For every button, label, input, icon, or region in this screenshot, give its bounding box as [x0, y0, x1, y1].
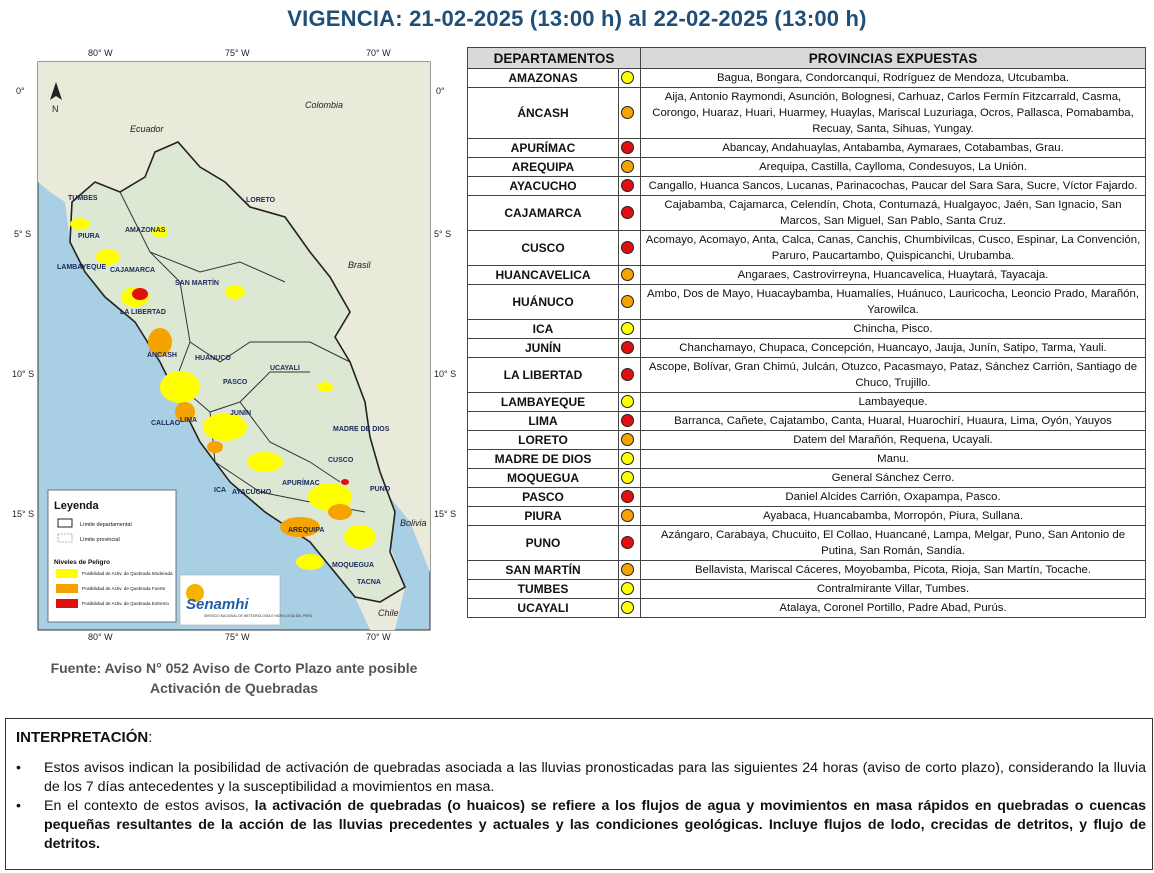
level-cell: [619, 69, 641, 88]
country-ecuador: Ecuador: [130, 124, 164, 134]
label-puno: PUNO: [370, 486, 391, 493]
lat-label-10-right: 10° S: [434, 369, 457, 379]
level-dot-moderada: [621, 71, 634, 84]
department-name: SAN MARTÍN: [468, 561, 619, 580]
provinces: Contralmirante Villar, Tumbes.: [641, 580, 1146, 599]
lon-label-70-bottom: 70° W: [366, 632, 391, 642]
provinces: Azángaro, Carabaya, Chucuito, El Collao, Huancané, Lampa, Melgar, Puno, San Antonio de Putina, San Román, Sandia.: [641, 526, 1146, 561]
logo-subtitle: SERVICIO NACIONAL DE METEOROLOGÍA E HIDROLOGÍA DEL PERÚ: [204, 614, 313, 618]
level-cell: [619, 412, 641, 431]
level-cell: [619, 285, 641, 320]
provinces: Angaraes, Castrovirreyna, Huancavelica, Huaytará, Tayacaja.: [641, 266, 1146, 285]
provinces: Cangallo, Huanca Sancos, Lucanas, Parinacochas, Paucar del Sara Sara, Sucre, Víctor Fajardo.: [641, 177, 1146, 196]
lat-label-15-right: 15° S: [434, 509, 457, 519]
level-dot-extremo: [621, 341, 634, 354]
level-cell: [619, 599, 641, 618]
lat-label-15: 15° S: [12, 509, 35, 519]
interpretation-box: [5, 718, 1153, 870]
label-ancash: ÁNCASH: [147, 352, 177, 359]
level-dot-fuerte: [621, 563, 634, 576]
level-dot-extremo: [621, 536, 634, 549]
level-cell: [619, 88, 641, 139]
legend-level-fuerte: Posibilidad de Activ. de Quebrada Fuerte: [82, 586, 166, 591]
table-row: [468, 469, 1146, 488]
lon-label-75-bottom: 75° W: [225, 632, 250, 642]
svg-text:N: N: [52, 104, 59, 114]
label-apurimac: APURÍMAC: [282, 480, 320, 487]
provinces: Ayabaca, Huancabamba, Morropón, Piura, Sullana.: [641, 507, 1146, 526]
department-name: PUNO: [468, 526, 619, 561]
level-dot-extremo: [621, 141, 634, 154]
provinces: Chanchamayo, Chupaca, Concepción, Huancayo, Jauja, Junín, Satipo, Tarma, Yauli.: [641, 339, 1146, 358]
label-ayacucho: AYACUCHO: [232, 489, 272, 496]
lon-label-80: 80° W: [88, 48, 113, 58]
level-dot-fuerte: [621, 295, 634, 308]
label-cusco: CUSCO: [328, 457, 354, 464]
department-name: CUSCO: [468, 231, 619, 266]
department-name: TUMBES: [468, 580, 619, 599]
level-dot-fuerte: [621, 433, 634, 446]
country-chile: Chile: [378, 608, 399, 618]
level-cell: [619, 469, 641, 488]
level-dot-extremo: [621, 241, 634, 254]
level-cell: [619, 158, 641, 177]
table-row: [468, 526, 1146, 561]
table-row: [468, 196, 1146, 231]
level-dot-extremo: [621, 179, 634, 192]
table-row: [468, 580, 1146, 599]
label-lima: LIMA: [180, 417, 198, 424]
legend-level-moderada: Posibilidad de Activ. de Quebrada Moderada: [82, 571, 173, 576]
level-cell: [619, 488, 641, 507]
label-moquegua: MOQUEGUA: [332, 562, 374, 569]
source-caption: [10, 658, 458, 698]
provinces: Manu.: [641, 450, 1146, 469]
table-row: [468, 266, 1146, 285]
lat-label-5: 5° S: [14, 229, 32, 239]
level-cell: [619, 231, 641, 266]
department-name: HUÁNUCO: [468, 285, 619, 320]
provinces: Atalaya, Coronel Portillo, Padre Abad, Purús.: [641, 599, 1146, 618]
table-row: [468, 431, 1146, 450]
provinces: General Sánchez Cerro.: [641, 469, 1146, 488]
logo-name: Senamhi: [186, 596, 249, 613]
level-dot-extremo: [621, 414, 634, 427]
department-name: AREQUIPA: [468, 158, 619, 177]
level-dot-moderada: [621, 395, 634, 408]
table-row: [468, 177, 1146, 196]
level-dot-moderada: [621, 582, 634, 595]
department-name: AMAZONAS: [468, 69, 619, 88]
level-cell: [619, 393, 641, 412]
page-title: VIGENCIA: 21-02-2025 (13:00 h) al 22-02-2025 (13:00 h): [287, 6, 867, 31]
label-la-libertad: LA LIBERTAD: [120, 309, 166, 316]
provinces: Ascope, Bolívar, Gran Chimú, Julcán, Otuzco, Pacasmayo, Pataz, Sánchez Carrión, Santiago de Chuco, Trujillo.: [641, 358, 1146, 393]
label-san-martin: SAN MARTÍN: [175, 280, 219, 287]
provinces: Lambayeque.: [641, 393, 1146, 412]
level-cell: [619, 561, 641, 580]
level-cell: [619, 450, 641, 469]
table-row: [468, 507, 1146, 526]
table-row: [468, 69, 1146, 88]
table-row: [468, 158, 1146, 177]
legend-swatch-fuerte: [56, 584, 78, 593]
department-name: UCAYALI: [468, 599, 619, 618]
provinces: Daniel Alcides Carrión, Oxapampa, Pasco.: [641, 488, 1146, 507]
provinces: Aija, Antonio Raymondi, Asunción, Bolognesi, Carhuaz, Carlos Fermín Fitzcarrald, Casma, Corongo, Huaraz, Huari, Huarmey, Huaylas, Mariscal Luzuriaga, Ocros, Pallasca, Pomabamba, Recuay, Santa, Sihuas, Yungay.: [641, 88, 1146, 139]
source-line-2: Activación de Quebradas: [149, 680, 319, 696]
bullet-1-text: Estos avisos indican la posibilidad de activación de quebradas asociada a las lluvias pronosticadas para las siguientes 24 horas (aviso de corto plazo), considerando la lluvia de los 7 días antecedentes y la susceptibilidad a movimientos en masa.: [44, 760, 1146, 795]
interpretation-title: INTERPRETACIÓN: [16, 729, 149, 746]
level-cell: [619, 139, 641, 158]
peru-risk-map: [10, 42, 458, 642]
department-name: APURÍMAC: [468, 139, 619, 158]
bullet-2-bold: la activación de quebradas (o huaicos) se refiere a los flujos de agua y movimientos en masa rápidos en quebradas o cuencas pequeñas resultantes de la acción de las lluvias precedentes y actuales y las condiciones geológicas. Incluye flujos de lodo, crecidas de detritos, y flujo de detritos.: [44, 798, 1146, 852]
provinces: Abancay, Andahuaylas, Antabamba, Aymaraes, Cotabambas, Grau.: [641, 139, 1146, 158]
table-row: [468, 393, 1146, 412]
country-bolivia: Bolivia: [400, 518, 427, 528]
label-arequipa: AREQUIPA: [288, 527, 325, 534]
table-row: [468, 561, 1146, 580]
level-cell: [619, 320, 641, 339]
label-pasco: PASCO: [223, 379, 248, 386]
label-junin: JUNÍN: [230, 410, 252, 417]
department-name: AYACUCHO: [468, 177, 619, 196]
provinces: Bellavista, Mariscal Cáceres, Moyobamba, Picota, Rioja, San Martín, Tocache.: [641, 561, 1146, 580]
label-loreto: LORETO: [246, 197, 276, 204]
lat-label-5-right: 5° S: [434, 229, 452, 239]
provinces: Chincha, Pisco.: [641, 320, 1146, 339]
level-cell: [619, 177, 641, 196]
level-dot-moderada: [621, 322, 634, 335]
level-dot-extremo: [621, 368, 634, 381]
bullet-icon: •: [16, 760, 21, 776]
table-row: [468, 231, 1146, 266]
departments-table: [467, 47, 1146, 618]
interpretation-bullet-2: [16, 797, 1152, 854]
label-huanuco: HUÁNUCO: [195, 355, 231, 362]
legend-level-extremo: Posibilidad de Activ. de Quebrada Extremo: [82, 601, 169, 606]
level-dot-moderada: [621, 471, 634, 484]
level-dot-fuerte: [621, 106, 634, 119]
level-cell: [619, 431, 641, 450]
provinces: Barranca, Cañete, Cajatambo, Canta, Huaral, Huarochirí, Huaura, Lima, Oyón, Yauyos: [641, 412, 1146, 431]
table-row: [468, 488, 1146, 507]
label-ucayali: UCAYALI: [270, 365, 300, 372]
header-provincias: PROVINCIAS EXPUESTAS: [641, 48, 1146, 69]
table-row: [468, 412, 1146, 431]
label-callao: CALLAO: [151, 420, 181, 427]
lat-label-0: 0°: [16, 86, 25, 96]
label-cajamarca: CAJAMARCA: [110, 267, 156, 274]
lon-label-75: 75° W: [225, 48, 250, 58]
bullet-2-prefix: En el contexto de estos avisos,: [44, 798, 249, 814]
label-amazonas: AMAZONAS: [125, 227, 166, 234]
table-row: [468, 599, 1146, 618]
lon-label-80-bottom: 80° W: [88, 632, 113, 642]
table-row: [468, 320, 1146, 339]
department-name: LIMA: [468, 412, 619, 431]
level-dot-extremo: [621, 490, 634, 503]
table-row: [468, 339, 1146, 358]
legend-title: Leyenda: [54, 500, 99, 512]
level-dot-fuerte: [621, 268, 634, 281]
interpretation-heading: INTERPRETACIÓN:: [16, 729, 153, 746]
department-name: PASCO: [468, 488, 619, 507]
bullet-icon: •: [16, 798, 21, 814]
country-colombia: Colombia: [305, 100, 344, 110]
level-cell: [619, 196, 641, 231]
provinces: Bagua, Bongara, Condorcanqui, Rodríguez de Mendoza, Utcubamba.: [641, 69, 1146, 88]
label-ica: ICA: [214, 487, 227, 494]
table-row: [468, 358, 1146, 393]
provinces: Ambo, Dos de Mayo, Huacaybamba, Huamalíes, Huánuco, Lauricocha, Leoncio Prado, Marañón, Yarowilca.: [641, 285, 1146, 320]
table-row: [468, 285, 1146, 320]
level-dot-fuerte: [621, 509, 634, 522]
department-name: MOQUEGUA: [468, 469, 619, 488]
level-cell: [619, 526, 641, 561]
map-legend: [48, 490, 176, 622]
provinces: Cajabamba, Cajamarca, Celendín, Chota, Contumazá, Hualgayoc, Jaén, San Ignacio, San Marcos, San Miguel, San Pablo, Santa Cruz.: [641, 196, 1146, 231]
interpretation-list: [16, 759, 1152, 854]
table-row: [468, 450, 1146, 469]
level-dot-moderada: [621, 452, 634, 465]
level-cell: [619, 507, 641, 526]
header-departamentos: DEPARTAMENTOS: [468, 48, 641, 69]
provinces: Acomayo, Acomayo, Anta, Calca, Canas, Canchis, Chumbivilcas, Cusco, Espinar, La Convención, Paruro, Paucartambo, Quispicanchi, Urubamba.: [641, 231, 1146, 266]
level-dot-fuerte: [621, 160, 634, 173]
level-cell: [619, 358, 641, 393]
label-madre-de-dios: MADRE DE DIOS: [333, 426, 390, 433]
department-name: LAMBAYEQUE: [468, 393, 619, 412]
provinces: Datem del Marañón, Requena, Ucayali.: [641, 431, 1146, 450]
department-name: HUANCAVELICA: [468, 266, 619, 285]
table-body: [468, 69, 1146, 618]
legend-levels-title: Niveles de Peligro: [54, 559, 110, 566]
legend-item-dep: Límite departamental: [80, 522, 132, 528]
legend-item-prov: Límite provincial: [80, 537, 120, 543]
level-dot-moderada: [621, 601, 634, 614]
level-cell: [619, 580, 641, 599]
lat-label-0-right: 0°: [436, 86, 445, 96]
department-name: JUNÍN: [468, 339, 619, 358]
interpretation-bullet-1: [16, 759, 1152, 797]
level-dot-extremo: [621, 206, 634, 219]
lon-label-70: 70° W: [366, 48, 391, 58]
department-name: LA LIBERTAD: [468, 358, 619, 393]
level-cell: [619, 339, 641, 358]
table-header-row: [468, 48, 1146, 69]
department-name: ICA: [468, 320, 619, 339]
country-brasil: Brasil: [348, 260, 371, 270]
legend-swatch-moderada: [56, 569, 78, 578]
level-cell: [619, 266, 641, 285]
label-lambayeque: LAMBAYEQUE: [57, 264, 107, 271]
label-piura: PIURA: [78, 233, 100, 240]
label-tacna: TACNA: [357, 579, 381, 586]
legend-swatch-extremo: [56, 599, 78, 608]
lat-label-10: 10° S: [12, 369, 35, 379]
department-name: CAJAMARCA: [468, 196, 619, 231]
department-name: ÁNCASH: [468, 88, 619, 139]
department-name: MADRE DE DIOS: [468, 450, 619, 469]
department-name: LORETO: [468, 431, 619, 450]
provinces: Arequipa, Castilla, Caylloma, Condesuyos, La Unión.: [641, 158, 1146, 177]
table-row: [468, 88, 1146, 139]
department-name: PIURA: [468, 507, 619, 526]
source-line-1: Fuente: Aviso N° 052 Aviso de Corto Plazo ante posible: [50, 660, 418, 676]
table-row: [468, 139, 1146, 158]
label-tumbes: TUMBES: [68, 195, 98, 202]
